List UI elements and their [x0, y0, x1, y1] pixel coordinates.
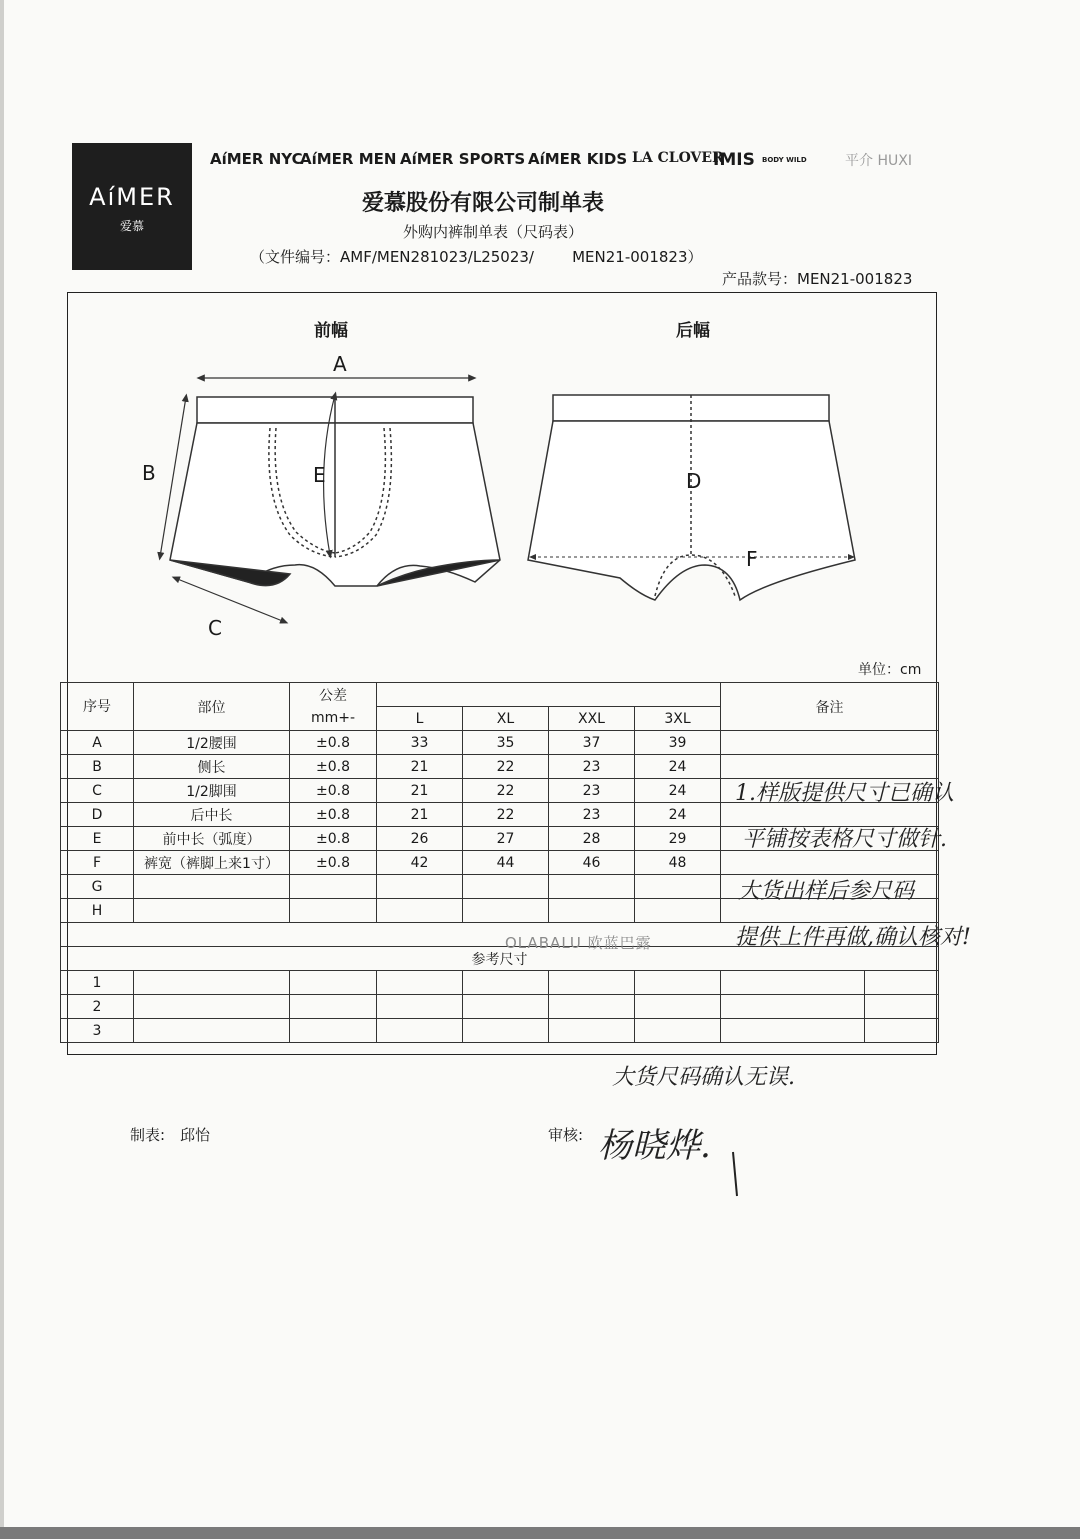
value-l-cell — [377, 899, 463, 923]
code-cell: D — [61, 803, 134, 827]
reference-cell — [721, 1019, 865, 1043]
watermark: OLABALU 欧蓝巴露 — [505, 934, 652, 952]
value-3xl-cell: 24 — [635, 779, 721, 803]
reference-cell — [549, 1019, 635, 1043]
value-3xl-cell: 24 — [635, 755, 721, 779]
handwritten-note-1: 1.样版提供尺寸已确认 — [735, 781, 954, 806]
tolerance-cell — [290, 899, 377, 923]
header-part: 部位 — [134, 683, 290, 731]
reference-cell — [549, 971, 635, 995]
value-xxl-cell: 23 — [549, 779, 635, 803]
handwritten-note-3: 大货出样后参尺码 — [738, 879, 915, 904]
logo-en: AíMER — [89, 183, 175, 211]
reference-cell — [290, 971, 377, 995]
scan-bottom-edge — [0, 1527, 1080, 1539]
tolerance-cell: ±0.8 — [290, 779, 377, 803]
garment-diagram — [140, 350, 880, 650]
reference-cell — [635, 971, 721, 995]
scan-edge — [0, 0, 4, 1539]
code-cell: H — [61, 899, 134, 923]
reference-row-number: 2 — [61, 995, 134, 1019]
header-size-xxl: XXL — [549, 707, 635, 731]
part-cell — [134, 899, 290, 923]
part-cell: 侧长 — [134, 755, 290, 779]
remark-cell — [721, 731, 939, 755]
value-xxl-cell — [549, 875, 635, 899]
reference-row — [61, 1019, 939, 1043]
spec-row-b — [61, 755, 939, 779]
dimension-label-b: B — [142, 461, 156, 485]
tolerance-cell: ±0.8 — [290, 755, 377, 779]
remark-cell — [721, 851, 939, 875]
product-style-number: 产品款号：MEN21-001823 — [722, 270, 913, 288]
handwritten-note-4: 提供上件再做,确认核对! — [735, 925, 971, 950]
brand-huxi: 平介 HUXI — [845, 153, 912, 169]
signature-stroke — [725, 1150, 745, 1200]
value-l-cell — [377, 875, 463, 899]
value-xl-cell — [463, 899, 549, 923]
dimension-label-d: D — [686, 469, 702, 493]
reference-cell — [134, 995, 290, 1019]
value-xxl-cell: 37 — [549, 731, 635, 755]
value-l-cell: 21 — [377, 779, 463, 803]
header-no: 序号 — [61, 683, 134, 731]
header-size-xl: XL — [463, 707, 549, 731]
part-cell: 裤宽（裤脚上来1寸） — [134, 851, 290, 875]
brand-body-wild: BODY WILD — [762, 156, 807, 164]
reference-size-title: 参考尺寸 — [61, 947, 939, 971]
reference-cell — [865, 1019, 939, 1043]
value-xl-cell: 35 — [463, 731, 549, 755]
document-title: 爱慕股份有限公司制单表 — [362, 191, 605, 216]
value-xxl-cell: 23 — [549, 803, 635, 827]
tolerance-cell — [290, 875, 377, 899]
value-xl-cell — [463, 875, 549, 899]
logo-cn: 爱慕 — [119, 219, 144, 233]
table-header-row — [61, 683, 939, 707]
reference-cell — [721, 971, 865, 995]
document-number: （文件编号：AMF/MEN281023/L25023/ MEN21-001823） — [250, 248, 703, 266]
brand-la-clover: LA CLOVER — [632, 150, 724, 166]
value-3xl-cell — [635, 875, 721, 899]
value-xxl-cell: 28 — [549, 827, 635, 851]
value-3xl-cell: 48 — [635, 851, 721, 875]
reference-row — [61, 971, 939, 995]
reference-cell — [377, 1019, 463, 1043]
reference-cell — [865, 971, 939, 995]
value-l-cell: 42 — [377, 851, 463, 875]
value-xxl-cell: 46 — [549, 851, 635, 875]
reference-cell — [463, 971, 549, 995]
dimension-label-f: F — [746, 547, 758, 571]
reference-cell — [865, 995, 939, 1019]
header-tolerance-unit: mm+- — [290, 707, 377, 731]
reference-cell — [721, 995, 865, 1019]
reference-row-number: 3 — [61, 1019, 134, 1043]
aimer-logo — [72, 143, 192, 270]
spec-row-f — [61, 851, 939, 875]
size-spec-table — [60, 682, 939, 1043]
header-size-group — [377, 683, 721, 707]
brand-aimer-kids: AíMER KIDS — [528, 150, 628, 168]
reference-rows — [61, 971, 939, 1043]
front-view-title: 前幅 — [314, 321, 348, 341]
tolerance-cell: ±0.8 — [290, 827, 377, 851]
reference-cell — [635, 995, 721, 1019]
code-cell: E — [61, 827, 134, 851]
brand-imis: IMIS — [713, 150, 755, 170]
unit-label: 单位：cm — [858, 662, 922, 678]
header-size-l: L — [377, 707, 463, 731]
code-cell: C — [61, 779, 134, 803]
value-l-cell: 21 — [377, 803, 463, 827]
brand-aimer-men: AíMER MEN — [300, 150, 397, 168]
reference-cell — [463, 995, 549, 1019]
dimension-label-c: C — [208, 616, 222, 640]
reference-cell — [463, 1019, 549, 1043]
brand-aimer-nyc: AíMER NYC — [210, 150, 303, 168]
header-size-3xl: 3XL — [635, 707, 721, 731]
reference-cell — [377, 971, 463, 995]
reference-cell — [134, 971, 290, 995]
value-xxl-cell — [549, 899, 635, 923]
back-view-title: 后幅 — [676, 321, 710, 341]
reference-cell — [377, 995, 463, 1019]
value-l-cell: 21 — [377, 755, 463, 779]
back-brief-drawing — [528, 395, 855, 600]
reference-row-number: 1 — [61, 971, 134, 995]
reviewer-label: 审核: — [548, 1126, 584, 1144]
reference-cell — [134, 1019, 290, 1043]
reference-cell — [290, 1019, 377, 1043]
code-cell: B — [61, 755, 134, 779]
tolerance-cell: ±0.8 — [290, 803, 377, 827]
code-cell: G — [61, 875, 134, 899]
part-cell — [134, 875, 290, 899]
value-xl-cell: 44 — [463, 851, 549, 875]
reference-cell — [635, 1019, 721, 1043]
value-l-cell: 26 — [377, 827, 463, 851]
dimension-label-e: E — [313, 463, 326, 487]
value-3xl-cell: 39 — [635, 731, 721, 755]
code-cell: F — [61, 851, 134, 875]
value-3xl-cell — [635, 899, 721, 923]
document-subtitle: 外购内裤制单表（尺码表） — [403, 223, 584, 241]
code-cell: A — [61, 731, 134, 755]
part-cell: 1/2脚围 — [134, 779, 290, 803]
front-brief-drawing — [170, 397, 500, 586]
tolerance-cell: ±0.8 — [290, 851, 377, 875]
handwritten-note-5: 大货尺码确认无误. — [612, 1065, 795, 1090]
header-remark: 备注 — [721, 683, 939, 731]
maker-name: 邱怡 — [180, 1126, 211, 1144]
reference-row — [61, 995, 939, 1019]
part-cell: 后中长 — [134, 803, 290, 827]
reference-cell — [549, 995, 635, 1019]
value-xxl-cell: 23 — [549, 755, 635, 779]
reviewer-signature: 杨晓烨. — [598, 1126, 711, 1166]
remark-cell — [721, 755, 939, 779]
value-3xl-cell: 29 — [635, 827, 721, 851]
value-xl-cell: 22 — [463, 803, 549, 827]
value-xl-cell: 22 — [463, 779, 549, 803]
part-cell: 1/2腰围 — [134, 731, 290, 755]
handwritten-note-2: 平铺按表格尺寸做针. — [742, 827, 947, 852]
part-cell: 前中长（弧度） — [134, 827, 290, 851]
tolerance-cell: ±0.8 — [290, 731, 377, 755]
value-l-cell: 33 — [377, 731, 463, 755]
maker-label: 制表: — [130, 1126, 166, 1144]
value-3xl-cell: 24 — [635, 803, 721, 827]
value-xl-cell: 22 — [463, 755, 549, 779]
spec-row-a — [61, 731, 939, 755]
brand-aimer-sports: AíMER SPORTS — [400, 150, 526, 168]
header-tolerance: 公差 — [290, 683, 377, 707]
value-xl-cell: 27 — [463, 827, 549, 851]
reference-cell — [290, 995, 377, 1019]
dimension-label-a: A — [333, 352, 347, 376]
